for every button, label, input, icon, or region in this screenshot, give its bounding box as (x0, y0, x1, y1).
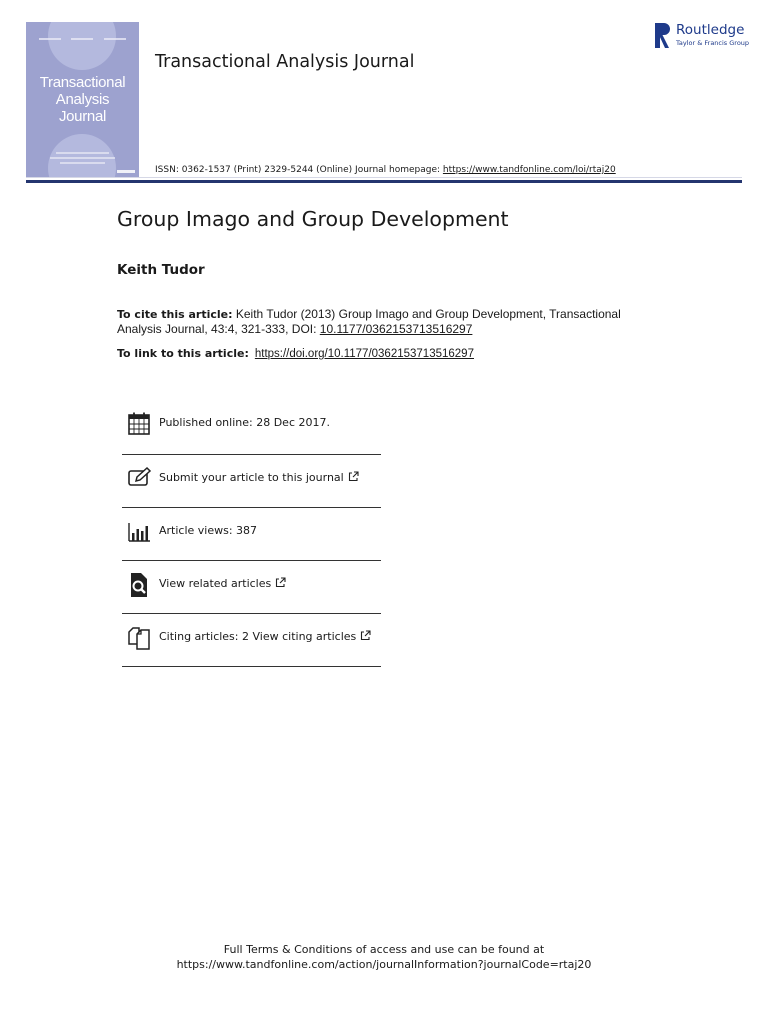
cover-title-line-2: Analysis (55, 91, 110, 108)
footer-terms-text: Full Terms & Conditions of access and use can be found at (223, 943, 545, 956)
related-articles-link[interactable] (159, 577, 286, 590)
journal-homepage-link[interactable]: https://www.tandfonline.com/loi/rtaj20 (442, 165, 616, 175)
journal-title: Transactional Analysis Journal (155, 52, 415, 72)
link-label: To link to this article: (117, 347, 249, 360)
publisher-logo (654, 20, 749, 50)
cover-circle-bottom (48, 134, 116, 178)
journal-cover-image (26, 22, 139, 178)
published-online-text: Published online: 28 Dec 2017. (159, 416, 330, 429)
calendar-icon (126, 411, 152, 437)
citing-articles-row[interactable] (122, 614, 381, 667)
external-link-icon (360, 630, 371, 641)
cite-label: To cite this article: (117, 308, 233, 321)
related-articles-label: View related articles (159, 577, 272, 590)
bar-chart-icon (126, 519, 152, 545)
footer-terms-url[interactable]: https://www.tandfonline.com/action/journalInformation?journalCode=rtaj20 (176, 958, 592, 971)
cover-publisher-logo (117, 170, 135, 173)
citing-documents-icon (126, 625, 152, 651)
publisher-name: Routledge (676, 22, 745, 38)
article-views-row (122, 508, 381, 561)
header-rule (26, 180, 742, 183)
cover-title (26, 74, 139, 125)
article-doi-url[interactable]: https://doi.org/10.1177/0362153713516297 (254, 348, 474, 360)
header-thin-rule (26, 177, 742, 178)
issn-text: ISSN: 0362-1537 (Print) 2329-5244 (Online) Journal homepage: (155, 165, 443, 175)
published-online-row (122, 400, 381, 455)
article-actions-list (122, 400, 381, 667)
related-articles-row[interactable] (122, 561, 381, 614)
cover-title-line-3: Journal (58, 108, 107, 125)
citing-articles-label: Citing articles: 2 View citing articles (159, 630, 357, 643)
cover-issue-info (34, 38, 131, 40)
publisher-subtitle: Taylor & Francis Group (676, 39, 750, 47)
submit-article-label: Submit your article to this journal (159, 471, 344, 484)
edit-note-icon (126, 466, 152, 492)
citing-articles-link[interactable] (159, 630, 371, 643)
cover-title-line-1: Transactional (39, 74, 126, 91)
submit-article-row[interactable] (122, 455, 381, 508)
issn-line (155, 165, 616, 175)
external-link-icon (275, 577, 286, 588)
citation-block (117, 307, 637, 336)
cover-circle-top (48, 22, 116, 70)
cite-text: Keith Tudor (2013) Group Imago and Group Development, Transactional Analysis Journal, 43:4, 321-333, DOI: (117, 307, 621, 336)
external-link-icon (348, 471, 359, 482)
article-link-block (117, 347, 474, 360)
search-document-icon (126, 572, 152, 598)
submit-article-link[interactable] (159, 471, 359, 484)
footer-terms (0, 942, 768, 972)
article-views-text: Article views: 387 (159, 524, 258, 537)
cite-doi-link[interactable]: 10.1177/0362153713516297 (319, 322, 473, 336)
article-author: Keith Tudor (117, 262, 205, 278)
routledge-r-icon (654, 22, 670, 49)
article-title: Group Imago and Group Development (117, 207, 509, 231)
